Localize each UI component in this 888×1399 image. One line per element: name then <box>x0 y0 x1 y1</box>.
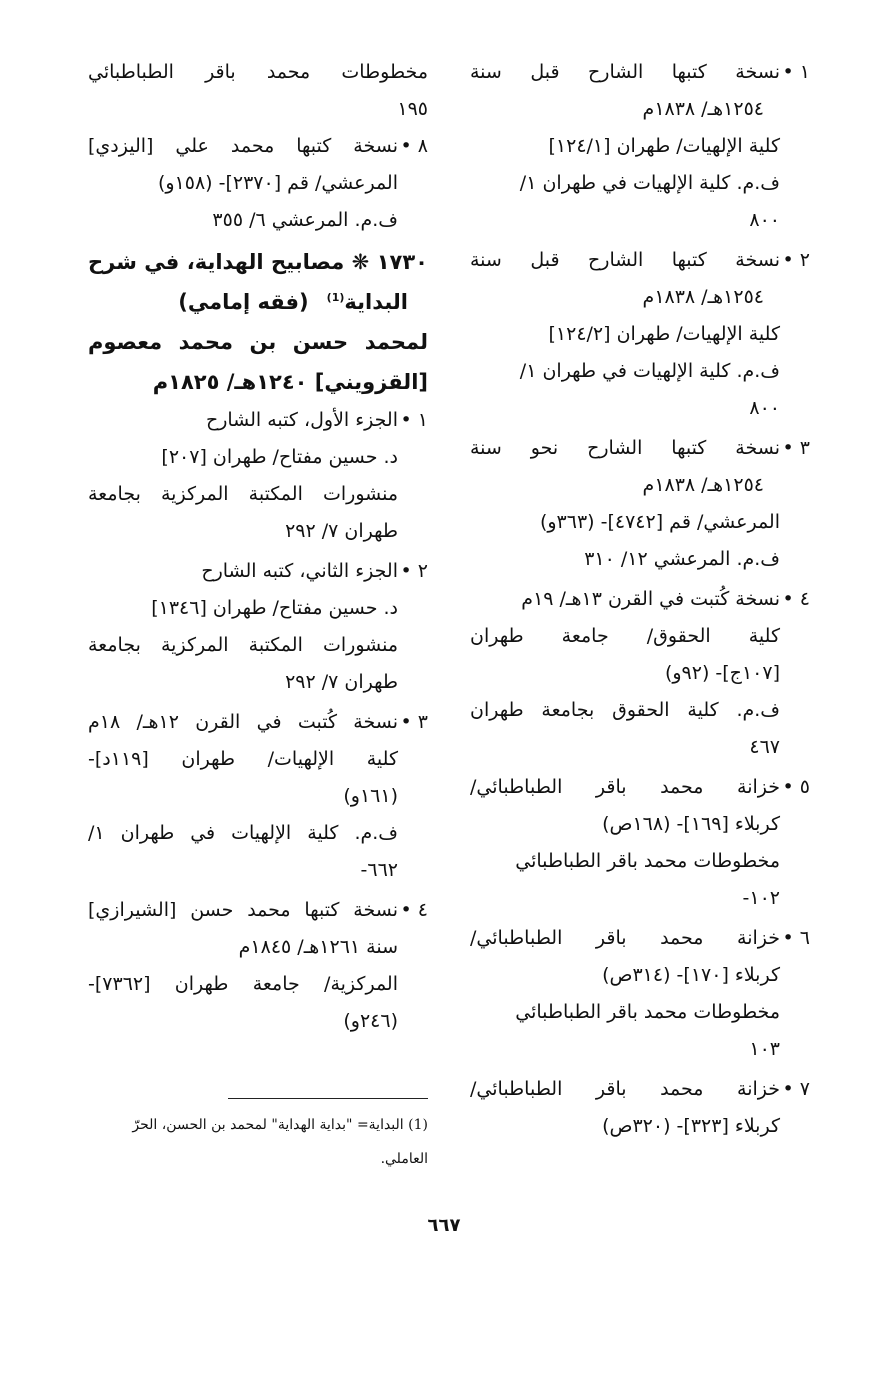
item-line: نسخة كتبها الشارح قبل سنة <box>470 61 780 83</box>
item-number: ٤ • <box>400 899 428 921</box>
work-heading <box>88 242 428 402</box>
item-line: مخطوطات محمد باقر الطباطبائي <box>88 61 428 83</box>
item-number: ١ • <box>400 409 428 431</box>
footnote-line: (1) البداية= "بداية الهداية" لمحمد بن الحسن، الحرّ <box>132 1117 428 1133</box>
continuation-text <box>88 54 428 128</box>
list-item <box>470 54 810 239</box>
item-line: ١٢٥٤هـ/ ١٨٣٨م <box>642 98 764 120</box>
item-line: [١٠٧ج]- (٩٢و) <box>664 662 780 684</box>
list-item <box>470 581 810 766</box>
left-column <box>88 54 428 1043</box>
item-line: مخطوطات محمد باقر الطباطبائي <box>515 850 780 872</box>
item-number: ٣ • <box>400 711 428 733</box>
item-line: (٢٤٦و) <box>343 1010 398 1032</box>
item-line: نسخة كتبها محمد حسن [الشيرازي] <box>88 899 398 921</box>
item-line: طهران ٧/ ٢٩٢ <box>285 671 398 693</box>
heading-category: (فقه إمامي) <box>178 290 309 314</box>
heading-title-cont <box>88 282 428 322</box>
item-number: ٨ • <box>400 135 428 157</box>
item-line: الجزء الأول، كتبه الشارح <box>205 409 398 431</box>
item-line: كربلاء [١٧٠]- (٣١٤ص) <box>602 964 780 986</box>
list-item <box>470 920 810 1068</box>
item-line: ٨٠٠ <box>749 209 780 231</box>
item-line: خزانة محمد باقر الطباطبائي/ <box>470 927 780 949</box>
item-line: (١٦١و) <box>343 785 398 807</box>
item-line: منشورات المكتبة المركزية بجامعة <box>88 483 398 505</box>
item-line: ١٢٥٤هـ/ ١٨٣٨م <box>642 474 764 496</box>
heading-title: ١٧٣٠ ❋ مصابيح الهداية، في شرح <box>88 250 428 274</box>
item-number: ٥ • <box>782 776 810 798</box>
item-number: ٢ • <box>400 560 428 582</box>
item-line: ١٢٥٤هـ/ ١٨٣٨م <box>642 286 764 308</box>
item-line: ف.م. كلية الإلهيات في طهران ١/ <box>519 360 780 382</box>
item-line: نسخة كتبها الشارح قبل سنة <box>470 249 780 271</box>
footnote <box>88 1108 428 1176</box>
item-number: ٣ • <box>782 437 810 459</box>
item-line: ف.م. المرعشي ٦/ ٣٥٥ <box>212 209 398 231</box>
item-line: سنة ١٢٦١هـ/ ١٨٤٥م <box>238 936 398 958</box>
item-line: نسخة كتبها الشارح نحو سنة <box>470 437 780 459</box>
list-item <box>470 242 810 427</box>
heading-author-date: [القزويني] ١٢٤٠هـ/ ١٨٢٥م <box>152 370 428 394</box>
footnote-divider <box>228 1098 428 1099</box>
item-line: المرعشي/ قم [٤٧٤٢]- (٣٦٣و) <box>539 511 780 533</box>
list-item <box>470 769 810 917</box>
item-line: ١٩٥ <box>397 98 428 120</box>
item-number: ٦ • <box>782 927 810 949</box>
item-line: كلية الإلهيات/ طهران [١١٩د]- <box>88 748 398 770</box>
right-column <box>470 54 810 1148</box>
item-line: المرعشي/ قم [٢٣٧٠]- (١٥٨و) <box>157 172 398 194</box>
item-line: ١٠٢- <box>742 887 780 909</box>
heading-title-word: البداية <box>344 290 408 314</box>
list-item <box>88 704 428 889</box>
item-line: ٤٦٧ <box>749 736 780 758</box>
page-number: ٦٦٧ <box>427 1215 461 1236</box>
item-line: منشورات المكتبة المركزية بجامعة <box>88 634 398 656</box>
item-line: طهران ٧/ ٢٩٢ <box>285 520 398 542</box>
list-item <box>88 402 428 550</box>
item-line: ٦٦٢- <box>360 859 398 881</box>
item-line: كربلاء [١٦٩]- (١٦٨ص) <box>602 813 780 835</box>
list-item <box>88 128 428 239</box>
list-item <box>470 1071 810 1145</box>
item-line: كلية الحقوق/ جامعة طهران <box>470 625 780 647</box>
item-line: الجزء الثاني، كتبه الشارح <box>201 560 398 582</box>
item-line: المركزية/ جامعة طهران [٧٣٦٢]- <box>88 973 398 995</box>
item-line: ف.م. كلية الإلهيات في طهران ١/ <box>519 172 780 194</box>
heading-author: لمحمد حسن بن محمد معصوم <box>88 330 428 354</box>
item-line: ف.م. المرعشي ١٢/ ٣١٠ <box>584 548 780 570</box>
item-line: كلية الإلهيات/ طهران [١٢٤/٢] <box>548 323 780 345</box>
item-line: نسخة كتبها محمد علي [اليزدي] <box>88 135 398 157</box>
footnote-line: العاملي. <box>380 1151 428 1167</box>
item-number: ١ • <box>782 61 810 83</box>
item-number: ٧ • <box>782 1078 810 1100</box>
item-line: خزانة محمد باقر الطباطبائي/ <box>470 1078 780 1100</box>
item-line: ف.م. كلية الإلهيات في طهران ١/ <box>88 822 398 844</box>
item-number: ٢ • <box>782 249 810 271</box>
list-item <box>88 892 428 1040</box>
item-line: ٨٠٠ <box>749 397 780 419</box>
item-line: كلية الإلهيات/ طهران [١٢٤/١] <box>548 135 780 157</box>
item-line: مخطوطات محمد باقر الطباطبائي <box>515 1001 780 1023</box>
item-line: كربلاء [٣٢٣]- (٣٢٠ص) <box>602 1115 780 1137</box>
list-item <box>470 430 810 578</box>
item-line: خزانة محمد باقر الطباطبائي/ <box>470 776 780 798</box>
item-line: ١٠٣ <box>749 1038 780 1060</box>
item-line: نسخة كُتبت في القرن ١٣هـ/ ١٩م <box>521 588 780 610</box>
item-line: ف.م. كلية الحقوق بجامعة طهران <box>470 699 780 721</box>
item-number: ٤ • <box>782 588 810 610</box>
item-line: د. حسين مفتاح/ طهران [١٣٤٦] <box>151 597 398 619</box>
footnote-ref: (1) <box>326 291 345 304</box>
item-line: د. حسين مفتاح/ طهران [٢٠٧] <box>161 446 398 468</box>
list-item <box>88 553 428 701</box>
item-line: نسخة كُتبت في القرن ١٢هـ/ ١٨م <box>88 711 398 733</box>
